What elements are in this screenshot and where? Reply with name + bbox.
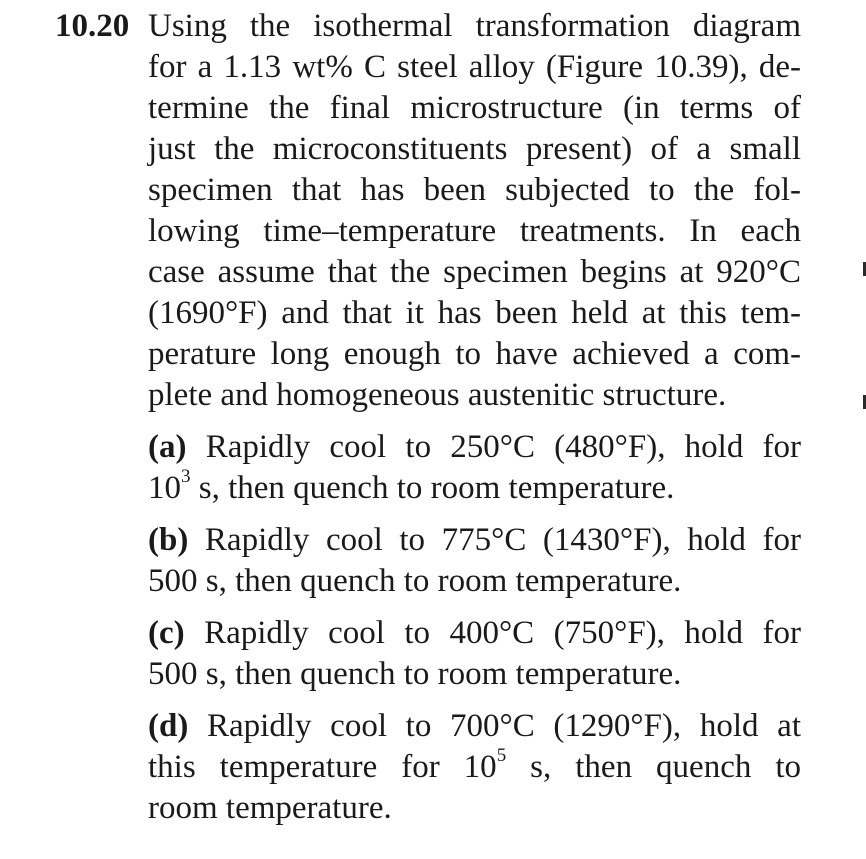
part-a-label: (a) <box>148 429 187 465</box>
part-d-text: Rapidly cool to 700°C (1290°F), hold at <box>207 708 801 744</box>
part-a-time-exponent: 3 <box>181 466 191 487</box>
intro-line: (1690°F) and that it has been held at this tem- <box>148 295 801 331</box>
intro-line: for a 1.13 wt% C steel alloy (Figure 10.39), de- <box>148 49 801 85</box>
part-a-line-2 <box>148 468 801 508</box>
intro-line: perature long enough to have achieved a com- <box>148 336 801 372</box>
part-b-line-2: 500 s, then quench to room temperature. <box>148 563 682 599</box>
part-c-line-2: 500 s, then quench to room temperature. <box>148 656 682 692</box>
problem-number: 10.20 <box>55 8 130 44</box>
intro-line: specimen that has been subjected to the fol- <box>148 172 801 208</box>
intro-line: case assume that the specimen begins at 920°C <box>148 254 801 290</box>
part-d-label: (d) <box>148 708 189 744</box>
part-d-line-2 <box>148 747 801 787</box>
intro-line: lowing time–temperature treatments. In each <box>148 213 801 249</box>
intro-line: termine the final microstructure (in terms of <box>148 90 801 126</box>
part-a-text-end: s, then quench to room temperature. <box>190 470 675 506</box>
part-d-line-1 <box>148 706 801 746</box>
part-d-line-3: room temperature. <box>148 790 392 826</box>
intro-line: Using the isothermal transformation diagram <box>148 8 801 44</box>
part-d-time-exponent: 5 <box>496 745 507 766</box>
intro-line: just the microconstituents present) of a small <box>148 131 801 167</box>
part-d-text-mid: s, then quench to <box>506 749 801 785</box>
part-b-label: (b) <box>148 522 189 558</box>
part-a-time-base: 10 <box>148 470 181 506</box>
part-c-text: Rapidly cool to 400°C (750°F), hold for <box>204 615 801 651</box>
part-d-text-start: this temperature for 10 <box>148 749 497 785</box>
part-a-text: Rapidly cool to 250°C (480°F), hold for <box>205 429 801 465</box>
part-b-line-1 <box>148 520 801 560</box>
part-b-text: Rapidly cool to 775°C (1430°F), hold for <box>204 522 801 558</box>
intro-line: plete and homogeneous austenitic structure. <box>148 377 727 413</box>
part-a-line-1 <box>148 427 801 467</box>
part-c-label: (c) <box>148 615 185 651</box>
part-c-line-1 <box>148 613 801 653</box>
